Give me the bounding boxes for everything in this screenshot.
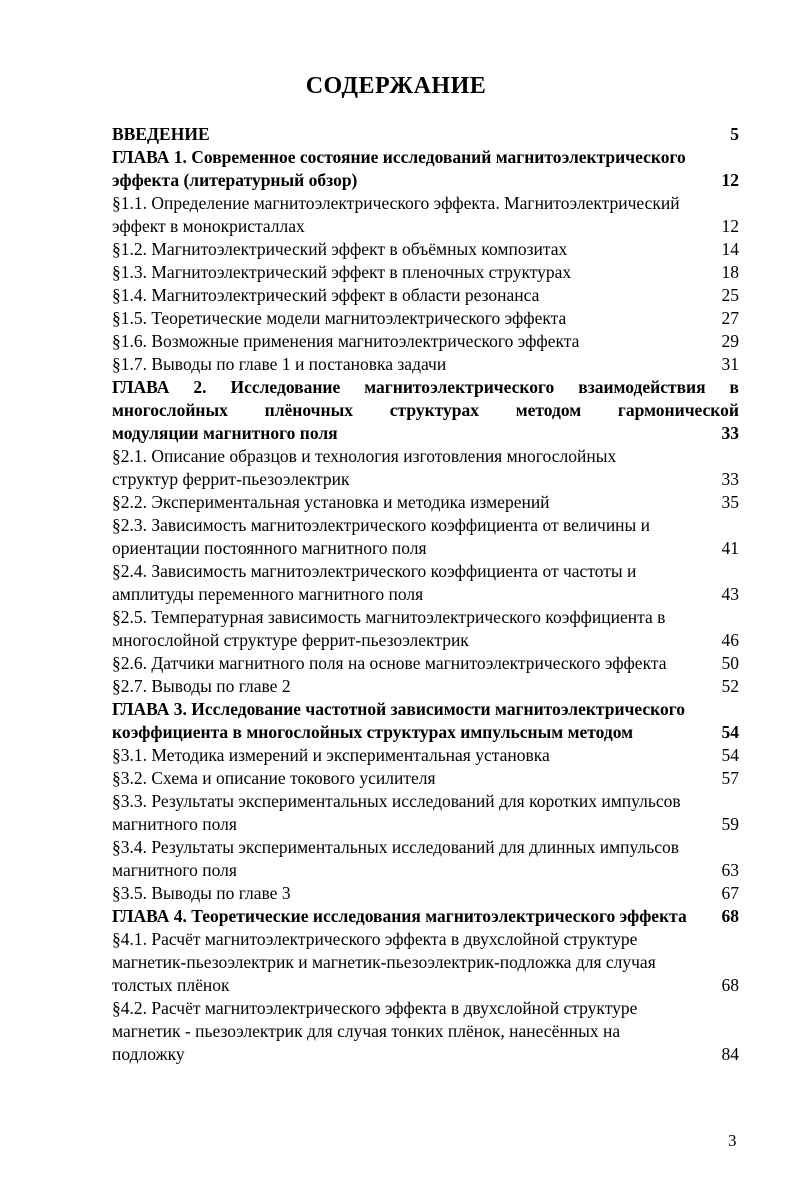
toc-entry-text: ориентации постоянного магнитного поля (112, 538, 427, 558)
toc-entry-text: магнитного поля (112, 860, 237, 880)
toc-entry (112, 376, 739, 399)
toc-entry (112, 284, 739, 307)
toc-entry (112, 675, 739, 698)
toc-entry (112, 192, 739, 215)
toc-entry (112, 399, 739, 422)
toc-entry-page: 68 (721, 906, 739, 926)
toc-entry-text: эффекта (литературный обзор) (112, 170, 358, 190)
toc-entry (112, 859, 739, 882)
toc-entry-page: 63 (721, 860, 739, 880)
toc-entry (112, 698, 739, 721)
toc-entry-page: 25 (721, 285, 739, 305)
toc-entry-text: §4.2. Расчёт магнитоэлектрического эффекта в двухслойной структуре (112, 998, 638, 1018)
toc-entry-text: §4.1. Расчёт магнитоэлектрического эффекта в двухслойной структуре (112, 929, 638, 949)
toc-entry (112, 652, 739, 675)
toc-entry-text: ГЛАВА 1. Современное состояние исследований магнитоэлектрического (112, 147, 686, 167)
toc-entry-text: магнетик - пьезоэлектрик для случая тонких плёнок, нанесённых на (112, 1021, 621, 1041)
toc-entry-page: 41 (721, 538, 739, 558)
toc-entry (112, 146, 739, 169)
toc-entry (112, 744, 739, 767)
toc-entry-text: §1.4. Магнитоэлектрический эффект в области резонанса (112, 285, 540, 305)
toc-entry-text: §3.1. Методика измерений и экспериментальная установка (112, 745, 550, 765)
toc-entry-text: §3.2. Схема и описание токового усилителя (112, 768, 436, 788)
toc-entry (112, 261, 739, 284)
page-number: 3 (728, 1131, 737, 1150)
toc-entry-page: 54 (721, 722, 739, 742)
toc-entry-page: 14 (721, 239, 739, 259)
toc-entry-page: 52 (721, 676, 739, 696)
toc-entry (112, 307, 739, 330)
toc-entry (112, 560, 739, 583)
toc-entry (112, 537, 739, 560)
toc-entry (112, 928, 739, 951)
toc-entry (112, 767, 739, 790)
toc-entry-text: ВВЕДЕНИЕ (112, 124, 210, 144)
toc-entry-text: многослойной структуре феррит-пьезоэлектрик (112, 630, 469, 650)
toc-entry-text: подложку (112, 1044, 185, 1064)
toc-entry-page: 59 (721, 814, 739, 834)
toc-entry-page: 54 (721, 745, 739, 765)
toc-entry (112, 468, 739, 491)
toc-entry-page: 33 (721, 469, 739, 489)
toc-entry-page: 46 (721, 630, 739, 650)
toc-entry-text: §1.5. Теоретические модели магнитоэлектрического эффекта (112, 308, 567, 328)
toc-entry (112, 583, 739, 606)
toc-entry (112, 721, 739, 744)
toc-entry-text: амплитуды переменного магнитного поля (112, 584, 424, 604)
toc-entry-text: модуляции магнитного поля (112, 423, 338, 443)
toc-entry (112, 882, 739, 905)
toc-entry (112, 974, 739, 997)
toc-entry-text: §1.1. Определение магнитоэлектрического эффекта. Магнитоэлектрический (112, 193, 680, 213)
toc-entry (112, 1020, 739, 1043)
toc-entry-text: магнетик-пьезоэлектрик и магнетик-пьезоэлектрик-подложка для случая (112, 952, 656, 972)
toc-entry (112, 123, 739, 146)
toc-entry (112, 1043, 739, 1066)
toc-entry-text: §2.7. Выводы по главе 2 (112, 676, 291, 696)
toc-entry-page: 33 (721, 423, 739, 443)
toc-entry-page: 84 (721, 1044, 739, 1064)
toc-entry (112, 606, 739, 629)
toc-entry-page: 29 (721, 331, 739, 351)
toc-entry-text: §3.3. Результаты экспериментальных исследований для коротких импульсов (112, 791, 681, 811)
toc-entry (112, 790, 739, 813)
toc-entry-text: структур феррит-пьезоэлектрик (112, 469, 350, 489)
table-of-contents (112, 123, 739, 1066)
page-title: СОДЕРЖАНИЕ (305, 73, 487, 99)
toc-entry (112, 215, 739, 238)
toc-entry (112, 238, 739, 261)
toc-entry (112, 836, 739, 859)
toc-entry (112, 169, 739, 192)
toc-entry-page: 67 (721, 883, 739, 903)
toc-entry-text: §3.4. Результаты экспериментальных исследований для длинных импульсов (112, 837, 679, 857)
toc-entry-text: эффект в монокристаллах (112, 216, 305, 236)
toc-entry (112, 491, 739, 514)
toc-entry-text: ГЛАВА 3. Исследование частотной зависимости магнитоэлектрического (112, 699, 686, 719)
toc-entry-page: 68 (721, 975, 739, 995)
toc-entry-text: магнитного поля (112, 814, 237, 834)
toc-entry-page: 35 (721, 492, 739, 512)
toc-entry (112, 353, 739, 376)
toc-entry (112, 629, 739, 652)
toc-entry-text: §2.2. Экспериментальная установка и методика измерений (112, 492, 550, 512)
toc-entry-page: 50 (721, 653, 739, 673)
toc-entry-page: 43 (721, 584, 739, 604)
toc-entry-text: §2.1. Описание образцов и технология изготовления многослойных (112, 446, 617, 466)
toc-entry-page: 18 (721, 262, 739, 282)
toc-entry-text: §1.3. Магнитоэлектрический эффект в пленочных структурах (112, 262, 572, 282)
toc-entry (112, 422, 739, 445)
toc-entry-text: толстых плёнок (112, 975, 230, 995)
toc-entry (112, 905, 739, 928)
toc-entry (112, 813, 739, 836)
toc-entry-text: §2.3. Зависимость магнитоэлектрического коэффициента от величины и (112, 515, 651, 535)
toc-entry-text: §2.4. Зависимость магнитоэлектрического коэффициента от частоты и (112, 561, 637, 581)
toc-entry-page: 12 (721, 170, 739, 190)
toc-entry-text: §1.6. Возможные применения магнитоэлектрического эффекта (112, 331, 580, 351)
toc-entry-page: 57 (721, 768, 739, 788)
toc-entry-text: многослойных плёночных структурах методом гармонической (112, 400, 739, 420)
toc-entry (112, 445, 739, 468)
toc-entry-text: §3.5. Выводы по главе 3 (112, 883, 291, 903)
toc-entry-text: коэффициента в многослойных структурах импульсным методом (112, 722, 634, 742)
toc-entry-text: §1.2. Магнитоэлектрический эффект в объёмных композитах (112, 239, 568, 259)
toc-entry-page: 5 (730, 124, 739, 144)
toc-entry-text: §1.7. Выводы по главе 1 и постановка задачи (112, 354, 447, 374)
toc-entry-text: ГЛАВА 2. Исследование магнитоэлектрического взаимодействия в (112, 377, 739, 397)
toc-entry-text: §2.5. Температурная зависимость магнитоэлектрического коэффициента в (112, 607, 666, 627)
toc-entry (112, 997, 739, 1020)
toc-entry (112, 330, 739, 353)
toc-entry-page: 27 (721, 308, 739, 328)
toc-entry-text: ГЛАВА 4. Теоретические исследования магнитоэлектрического эффекта (112, 906, 687, 926)
toc-entry-page: 12 (721, 216, 739, 236)
toc-entry (112, 951, 739, 974)
toc-entry-text: §2.6. Датчики магнитного поля на основе магнитоэлектрического эффекта (112, 653, 667, 673)
toc-entry (112, 514, 739, 537)
toc-entry-page: 31 (721, 354, 739, 374)
